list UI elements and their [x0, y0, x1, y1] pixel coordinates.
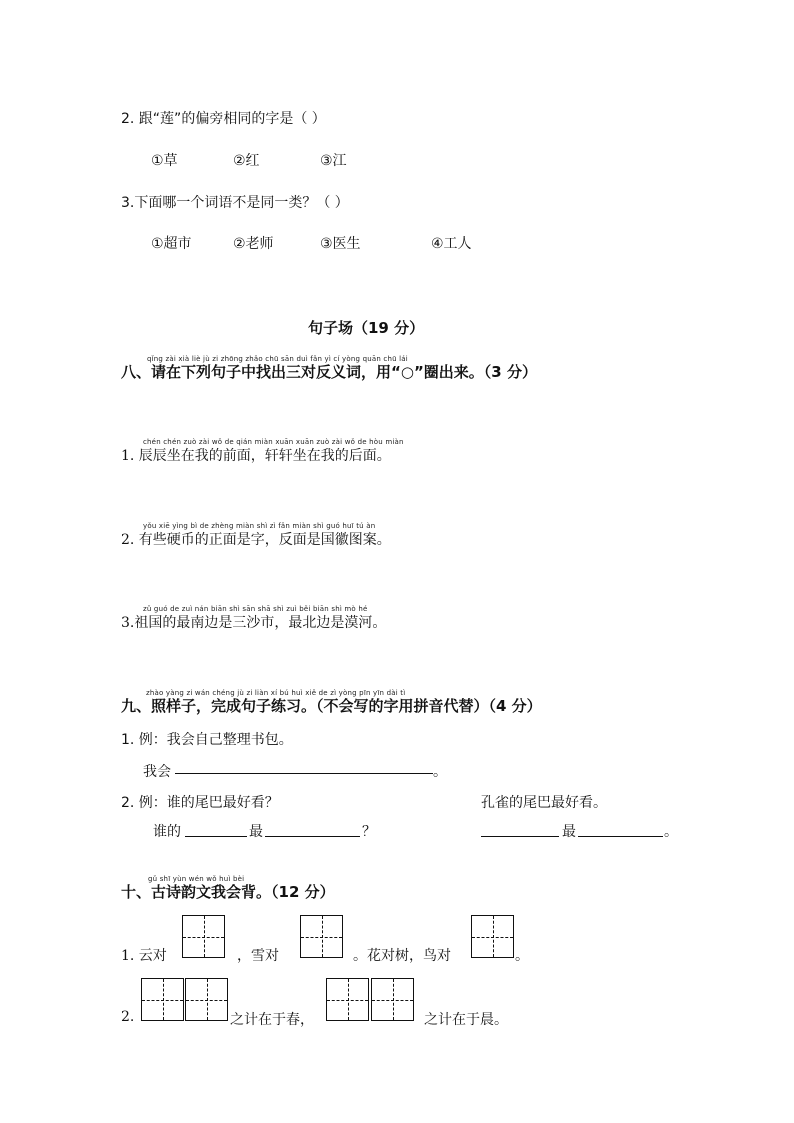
section-title: 句子场（19 分）: [308, 319, 425, 337]
s8-heading: 八、请在下列句子中找出三对反义词，用“○”圈出来。（3 分）: [121, 363, 537, 381]
s9-ex2-left-prompt: 谁的: [153, 824, 181, 840]
s10-line1-a: 1. 云对: [121, 948, 167, 964]
s9-ex2-right-end: 。: [664, 824, 678, 840]
s9-ex2-left-most: 最: [249, 824, 263, 840]
q3-option-2: ②老师: [233, 236, 274, 252]
s9-ex2-blank-2[interactable]: [265, 836, 360, 837]
s10-line1-b: ，雪对: [237, 948, 279, 964]
s8-pinyin: qǐng zài xià liè jù zi zhōng zhǎo chū sān duì fǎn yì cí yòng quān chū lái: [147, 355, 408, 363]
s8-sentence-2: 2. 有些硬币的正面是字，反面是国徽图案。: [121, 532, 391, 548]
s10-line2-b: 之计在于春，: [230, 1012, 314, 1028]
q3-option-4: ④工人: [431, 236, 472, 252]
tianzi-box-4[interactable]: [141, 978, 184, 1021]
s9-ex1-end: 。: [433, 764, 447, 780]
s10-line1-d: 。: [515, 948, 529, 964]
s9-example-2-answer: 孔雀的尾巴最好看。: [481, 795, 607, 811]
s8-sentence-1: 1. 辰辰坐在我的前面，轩轩坐在我的后面。: [121, 448, 391, 464]
s8-sentence-3-pinyin: zǔ guó de zuì nán biān shì sān shā shì zuì běi biān shì mò hé: [143, 605, 368, 613]
question-3: 3.下面哪一个词语不是同一类？（ ）: [121, 195, 349, 211]
s9-ex1-prompt: 我会: [143, 764, 171, 780]
s8-sentence-3: 3.祖国的最南边是三沙市，最北边是漠河。: [121, 615, 387, 631]
s8-sentence-2-pinyin: yǒu xiē yìng bì de zhèng miàn shì zì fǎn miàn shì guó huī tú àn: [143, 522, 376, 530]
q3-option-1: ①超市: [151, 236, 192, 252]
s10-line2-c: 之计在于晨。: [424, 1012, 508, 1028]
question-2: 2. 跟“莲”的偏旁相同的字是（ ）: [121, 111, 326, 127]
s9-example-1: 1. 例：我会自己整理书包。: [121, 732, 293, 748]
tianzi-box-6[interactable]: [326, 978, 369, 1021]
s9-ex2-right-most: 最: [562, 824, 576, 840]
q2-option-1: ①草: [151, 153, 178, 169]
s10-line2-a: 2.: [121, 1009, 135, 1025]
s9-ex2-blank-3[interactable]: [481, 836, 559, 837]
q3-option-3: ③医生: [320, 236, 361, 252]
tianzi-box-2[interactable]: [300, 915, 343, 958]
s10-pinyin: gǔ shī yùn wén wǒ huì bèi: [148, 875, 245, 883]
s9-example-2: 2. 例：谁的尾巴最好看？: [121, 795, 279, 811]
tianzi-box-5[interactable]: [185, 978, 228, 1021]
s9-ex1-answer-line[interactable]: [175, 773, 433, 774]
s10-line1-c: 。花对树，鸟对: [353, 948, 451, 964]
s9-heading: 九、照样子，完成句子练习。（不会写的字用拼音代替）（4 分）: [121, 697, 542, 715]
q2-option-3: ③江: [320, 153, 347, 169]
q2-option-2: ②红: [233, 153, 260, 169]
s9-ex2-blank-1[interactable]: [185, 836, 247, 837]
s9-pinyin: zhào yàng zi wán chéng jù zi liàn xí bú huì xiě de zì yòng pīn yīn dài tì: [146, 689, 406, 697]
tianzi-box-7[interactable]: [371, 978, 414, 1021]
tianzi-box-1[interactable]: [182, 915, 225, 958]
tianzi-box-3[interactable]: [471, 915, 514, 958]
s9-ex2-left-end: ？: [362, 824, 376, 840]
s10-heading: 十、古诗韵文我会背。（12 分）: [121, 883, 335, 901]
s9-ex2-blank-4[interactable]: [578, 836, 663, 837]
s8-sentence-1-pinyin: chén chén zuò zài wǒ de qián miàn xuān xuān zuò zài wǒ de hòu miàn: [143, 438, 404, 446]
